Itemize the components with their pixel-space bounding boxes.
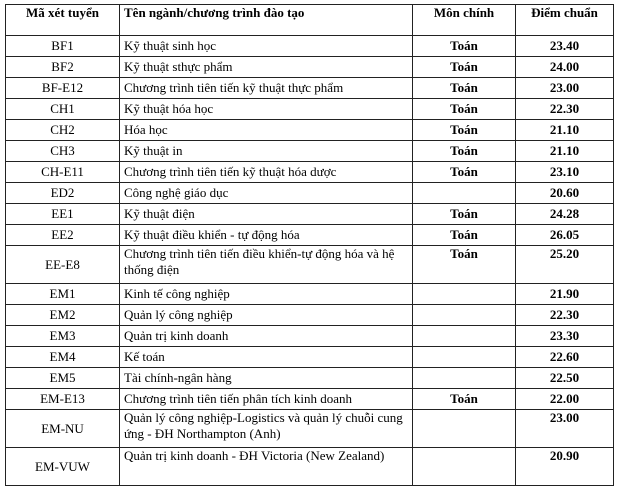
- cell-name: Kỹ thuật in: [120, 141, 413, 162]
- cell-name: Chương trình tiên tiến điều khiển-tự động hóa và hệ thống điện: [120, 246, 413, 284]
- cell-code: CH3: [6, 141, 120, 162]
- cell-name: Quản lý công nghiệp-Logistics và quản lý chuỗi cung ứng - ĐH Northampton (Anh): [120, 410, 413, 448]
- cell-code: BF2: [6, 57, 120, 78]
- table-row: [6, 99, 614, 120]
- cell-code: EM3: [6, 326, 120, 347]
- cell-name: Kinh tế công nghiệp: [120, 284, 413, 305]
- cell-score: 22.50: [516, 368, 614, 389]
- cell-subject: [413, 326, 516, 347]
- cell-code: BF-E12: [6, 78, 120, 99]
- cell-subject: Toán: [413, 36, 516, 57]
- cell-name: Chương trình tiên tiến phân tích kinh doanh: [120, 389, 413, 410]
- cell-score: 22.60: [516, 347, 614, 368]
- cell-subject: Toán: [413, 204, 516, 225]
- cell-score: 20.90: [516, 448, 614, 486]
- cell-subject: Toán: [413, 99, 516, 120]
- cell-name: Quản trị kinh doanh - ĐH Victoria (New Zealand): [120, 448, 413, 486]
- table-row: [6, 326, 614, 347]
- cell-code: EM1: [6, 284, 120, 305]
- table-row: [6, 57, 614, 78]
- cell-subject: Toán: [413, 162, 516, 183]
- cell-subject: [413, 284, 516, 305]
- cell-score: 21.10: [516, 120, 614, 141]
- cell-name: Quản trị kinh doanh: [120, 326, 413, 347]
- table-row: [6, 36, 614, 57]
- cell-name: Chương trình tiên tiến kỹ thuật hóa dược: [120, 162, 413, 183]
- cell-subject: [413, 448, 516, 486]
- cell-subject: [413, 347, 516, 368]
- cell-code: CH1: [6, 99, 120, 120]
- cell-subject: Toán: [413, 225, 516, 246]
- cell-name: Hóa học: [120, 120, 413, 141]
- table-row: [6, 78, 614, 99]
- cell-code: EM5: [6, 368, 120, 389]
- cell-score: 23.30: [516, 326, 614, 347]
- table-row: [6, 368, 614, 389]
- table-row: [6, 141, 614, 162]
- cell-score: 23.10: [516, 162, 614, 183]
- admission-scores-table: [5, 4, 614, 486]
- table-row: [6, 284, 614, 305]
- cell-name: Quản lý công nghiệp: [120, 305, 413, 326]
- cell-code: CH-E11: [6, 162, 120, 183]
- cell-name: Kỹ thuật hóa học: [120, 99, 413, 120]
- cell-code: ED2: [6, 183, 120, 204]
- cell-code: CH2: [6, 120, 120, 141]
- table-row: [6, 305, 614, 326]
- cell-subject: Toán: [413, 78, 516, 99]
- cell-name: Chương trình tiên tiến kỹ thuật thực phẩm: [120, 78, 413, 99]
- table-row: [6, 410, 614, 448]
- cell-subject: Toán: [413, 389, 516, 410]
- table-row: [6, 389, 614, 410]
- cell-subject: [413, 305, 516, 326]
- cell-subject: [413, 183, 516, 204]
- cell-code: EE1: [6, 204, 120, 225]
- table-row: [6, 225, 614, 246]
- cell-subject: Toán: [413, 141, 516, 162]
- cell-code: EE2: [6, 225, 120, 246]
- cell-subject: [413, 368, 516, 389]
- header-score: Điểm chuẩn: [516, 5, 614, 36]
- cell-name: Công nghệ giáo dục: [120, 183, 413, 204]
- header-name: Tên ngành/chương trình đào tạo: [120, 5, 413, 36]
- header-code: Mã xét tuyển: [6, 5, 120, 36]
- table-row: [6, 204, 614, 225]
- table-row: [6, 162, 614, 183]
- cell-score: 22.00: [516, 389, 614, 410]
- cell-score: 20.60: [516, 183, 614, 204]
- cell-subject: Toán: [413, 120, 516, 141]
- cell-code: EM-VUW: [6, 448, 120, 486]
- cell-score: 21.90: [516, 284, 614, 305]
- cell-code: EM-NU: [6, 410, 120, 448]
- cell-score: 25.20: [516, 246, 614, 284]
- table-row: [6, 347, 614, 368]
- table-row: [6, 183, 614, 204]
- cell-score: 26.05: [516, 225, 614, 246]
- cell-code: EE-E8: [6, 246, 120, 284]
- cell-score: 23.00: [516, 78, 614, 99]
- cell-subject: [413, 410, 516, 448]
- cell-name: Kỹ thuật điều khiển - tự động hóa: [120, 225, 413, 246]
- cell-name: Kỹ thuật sthực phẩm: [120, 57, 413, 78]
- header-subject: Môn chính: [413, 5, 516, 36]
- cell-score: 23.00: [516, 410, 614, 448]
- header-row: [6, 5, 614, 36]
- cell-name: Kỹ thuật sinh học: [120, 36, 413, 57]
- cell-score: 24.28: [516, 204, 614, 225]
- cell-score: 23.40: [516, 36, 614, 57]
- cell-score: 22.30: [516, 99, 614, 120]
- cell-code: EM-E13: [6, 389, 120, 410]
- cell-score: 22.30: [516, 305, 614, 326]
- cell-code: EM2: [6, 305, 120, 326]
- cell-score: 21.10: [516, 141, 614, 162]
- cell-code: EM4: [6, 347, 120, 368]
- cell-subject: Toán: [413, 246, 516, 284]
- cell-code: BF1: [6, 36, 120, 57]
- cell-score: 24.00: [516, 57, 614, 78]
- cell-name: Kỹ thuật điện: [120, 204, 413, 225]
- table-row: [6, 448, 614, 486]
- table-row: [6, 120, 614, 141]
- cell-name: Tài chính-ngân hàng: [120, 368, 413, 389]
- table-row: [6, 246, 614, 284]
- cell-name: Kế toán: [120, 347, 413, 368]
- cell-subject: Toán: [413, 57, 516, 78]
